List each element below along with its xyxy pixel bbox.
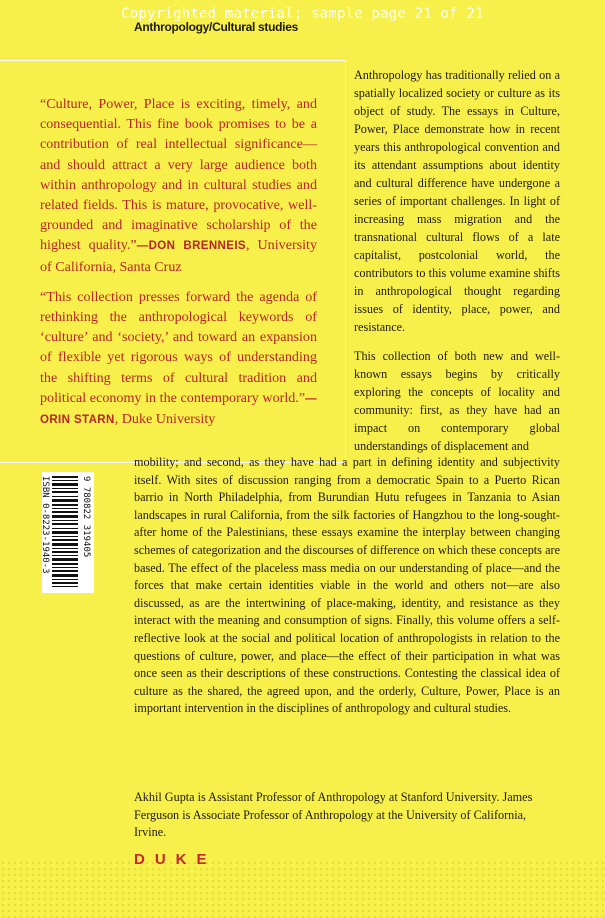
publisher-logo-text: DUKE [134,851,217,868]
endorsement-quotes [40,94,317,440]
description-column [354,66,560,455]
description-paragraph-2-start: This collection of both new and well-known essays begins by critically exploring the concepts of locality and community: first, as they have had an impact on contemporary global understandings of displacement and [354,349,560,453]
quote-2 [40,287,317,430]
description-continued [134,454,560,718]
quote-1 [40,94,317,277]
quote-2-text: “This collection presses forward the agenda of rethinking the anthropological keywords of ‘culture’ and ‘society,’ and toward an expansion of flexible yet rigorous ways of understanding the shifting terms of cultural tradition and political economy in the contemporary world.” [40,288,317,406]
watermark-text: Copyrighted material; sample page 21 of 21 [121,6,484,22]
barcode-ean: 9 780822 319405 [81,476,91,558]
bio-text: Akhil Gupta is Assistant Professor of Anthropology at Stanford University. James Ferguson is Associate Professor of Anthropology at the University of California, Irvine. [134,790,533,840]
barcode-isbn: ISBN 0-8223-1940-3 [40,476,50,574]
editors-bio [134,789,560,842]
quote-2-affiliation: , Duke University [114,411,216,428]
description-paragraph-1: Anthropology has traditionally relied on a spatially localized society or culture as its object of study. The essays in Culture, Power, Place demonstrate how in recent years this anthropological convention and its attendant assumptions about identity and cultural difference have undergone a series of important challenges. In light of increasing mass migration and the transnational cultural flows of a late capitalist, postcolonial world, the contributors to this volume examine shifts in anthropological thought regarding issues of identity, place, power, and resistance. [354,68,560,334]
quote-1-author: —DON BRENNEIS [136,240,247,253]
quote-1-affiliation: , University of California, Santa Cruz [40,237,317,275]
quote-2-author: —ORIN STARN [40,392,317,427]
dotted-footer-pattern [0,860,605,918]
category-label: Anthropology/Cultural studies [134,20,298,34]
quote-1-text: “Culture, Power, Place is exciting, timely, and consequential. This fine book promises to be a contribution of real intellectual significance—and should attract a very large audience both within anthropology and in cultural studies and related fields. This is mature, provocative, well-grounded and imaginative scholarship of the highest quality.” [40,96,317,254]
description-paragraph-2-rest: mobility; and second, as they have had a part in defining identity and subjectivity itself. With sites of discussion ranging from a democratic Spain to a Puerto Rican barrio in North Philadelphia, from Burundian Hutu refugees in Tanzania to Asian landscapes in rural California, from the silk factories of Hangzhou to the long-sought-after home of the Palestinians, these essays examine the interplay between changing schemes of categorization and the discourses of difference on which these concepts are based. The effect of the placeless mass media on our understanding of place—and the forces that make certain identities viable in the world and others not—are also discussed, as are the intertwining of place-making, identity, and resistance as they interact with the meaning and consumption of signs. Finally, this volume offers a self-reflective look at the social and political location of anthropologists in relation to the questions of culture, power, and place—the effect of their participation in what was once seen as their descriptions of these constructions. Contesting the classical idea of culture as the shared, the agreed upon, and the orderly, Culture, Power, Place is an important intervention in the disciplines of anthropology and cultural studies. [134,455,560,716]
